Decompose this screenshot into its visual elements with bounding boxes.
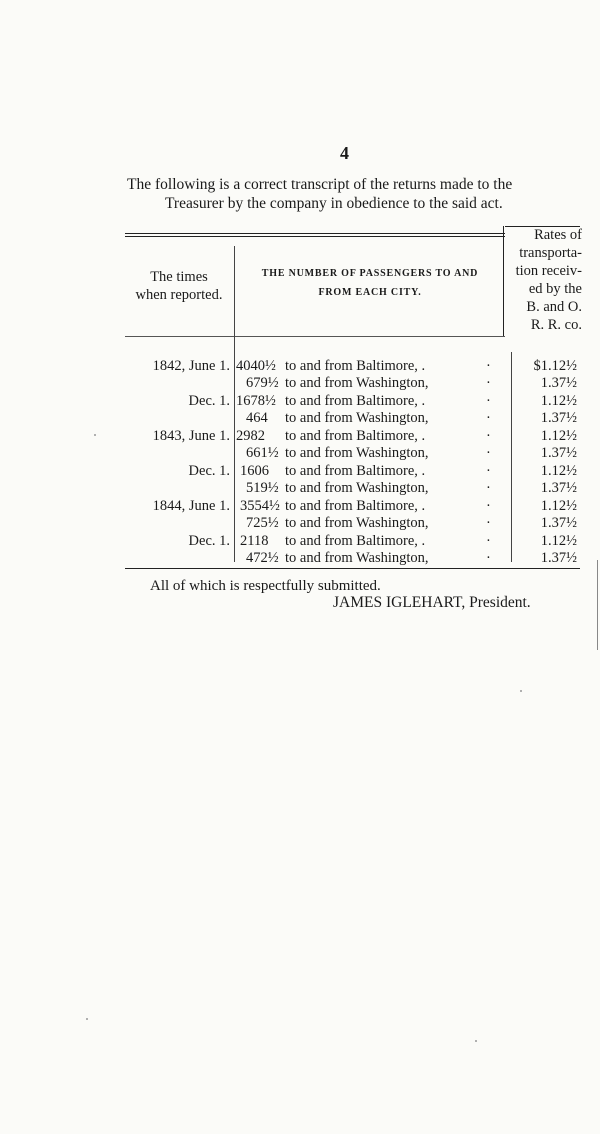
header-rates-line: tion receiv-	[515, 263, 582, 279]
row-description: to and from Washington,	[285, 410, 429, 426]
row-rate: 1.12½	[540, 428, 577, 444]
row-dot: ·	[486, 358, 491, 374]
header-times-line: The times	[150, 269, 208, 285]
table-row	[0, 445, 600, 462]
row-date: 1844, June 1.	[152, 498, 230, 514]
header-rates-line: ed by the	[528, 281, 582, 297]
row-rate: 1.37½	[540, 375, 577, 391]
col-divider-2	[503, 226, 504, 336]
row-rate: 1.37½	[540, 515, 577, 531]
scan-speck	[94, 434, 96, 436]
header-passengers-line: FROM EACH CITY.	[318, 287, 422, 298]
row-rate: 1.12½	[540, 533, 577, 549]
row-dot: ·	[486, 428, 491, 444]
scan-edge-line	[597, 560, 598, 650]
row-rate: 1.37½	[540, 410, 577, 426]
row-count: 725½	[246, 515, 279, 531]
row-description: to and from Baltimore, .	[285, 533, 426, 549]
row-description: to and from Baltimore, .	[285, 463, 426, 479]
row-description: to and from Washington,	[285, 445, 429, 461]
table-row	[0, 533, 600, 550]
row-description: to and from Washington,	[285, 480, 429, 496]
row-rate: 1.12½	[540, 498, 577, 514]
row-description: to and from Washington,	[285, 375, 429, 391]
header-rates-line: Rates of	[534, 227, 582, 243]
row-dot: ·	[486, 375, 491, 391]
header-passengers-line: THE NUMBER OF PASSENGERS TO AND	[261, 268, 479, 279]
row-description: to and from Baltimore, .	[285, 498, 426, 514]
header-rates	[506, 226, 582, 334]
table-row	[0, 515, 600, 532]
row-dot: ·	[486, 550, 491, 566]
row-dot: ·	[486, 410, 491, 426]
footer-signature: JAMES IGLEHART, President.	[333, 594, 531, 611]
table-row	[0, 410, 600, 427]
table-row	[0, 480, 600, 497]
row-description: to and from Baltimore, .	[285, 393, 426, 409]
row-rate: 1.37½	[540, 445, 577, 461]
scan-speck	[475, 1040, 477, 1042]
row-dot: ·	[486, 393, 491, 409]
row-dot: ·	[486, 445, 491, 461]
row-dot: ·	[486, 480, 491, 496]
row-rate: $1.12½	[533, 358, 577, 374]
scan-speck	[86, 1018, 88, 1020]
table-row	[0, 393, 600, 410]
header-rates-line: R. R. co.	[530, 317, 582, 333]
table-row	[0, 550, 600, 567]
header-bottom-rule	[125, 336, 505, 337]
table-row	[0, 463, 600, 480]
row-rate: 1.37½	[540, 480, 577, 496]
table-row	[0, 358, 600, 375]
row-count: 472½	[246, 550, 279, 566]
row-dot: ·	[486, 463, 491, 479]
row-rate: 1.12½	[540, 463, 577, 479]
header-rates-line: transporta-	[519, 245, 582, 261]
footer-submission: All of which is respectfully submitted.	[150, 578, 381, 594]
row-count: 2118	[240, 533, 269, 549]
row-rate: 1.12½	[540, 393, 577, 409]
row-dot: ·	[486, 533, 491, 549]
scan-speck	[520, 690, 522, 692]
row-description: to and from Baltimore, .	[285, 358, 426, 374]
row-date: 1843, June 1.	[152, 428, 230, 444]
row-date: Dec. 1.	[188, 393, 230, 409]
intro-line-2: Treasurer by the company in obedience to the said act.	[165, 195, 503, 212]
row-count: 4040½	[236, 358, 276, 374]
row-count: 679½	[246, 375, 279, 391]
header-times	[124, 268, 234, 304]
row-count: 661½	[246, 445, 279, 461]
table-row	[0, 375, 600, 392]
table-row	[0, 498, 600, 515]
row-dot: ·	[486, 498, 491, 514]
table-bottom-rule	[125, 568, 580, 569]
row-count: 2982	[236, 428, 265, 444]
page-number: 4	[340, 143, 349, 163]
row-count: 3554½	[240, 498, 280, 514]
row-count: 464	[246, 410, 268, 426]
table-top-rule	[125, 233, 505, 234]
table-row	[0, 428, 600, 445]
header-passengers	[238, 264, 502, 302]
row-date: Dec. 1.	[188, 533, 230, 549]
row-dot: ·	[486, 515, 491, 531]
table-top-rule-2	[125, 236, 505, 237]
row-rate: 1.37½	[540, 550, 577, 566]
intro-line-1: The following is a correct transcript of the returns made to the	[127, 176, 513, 193]
row-count: 1678½	[236, 393, 276, 409]
header-rates-line: B. and O.	[526, 299, 582, 315]
row-description: to and from Washington,	[285, 515, 429, 531]
header-times-line: when reported.	[135, 287, 223, 303]
row-description: to and from Washington,	[285, 550, 429, 566]
row-count: 519½	[246, 480, 279, 496]
row-date: 1842, June 1.	[152, 358, 230, 374]
row-date: Dec. 1.	[188, 463, 230, 479]
row-description: to and from Baltimore, .	[285, 428, 426, 444]
row-count: 1606	[240, 463, 269, 479]
